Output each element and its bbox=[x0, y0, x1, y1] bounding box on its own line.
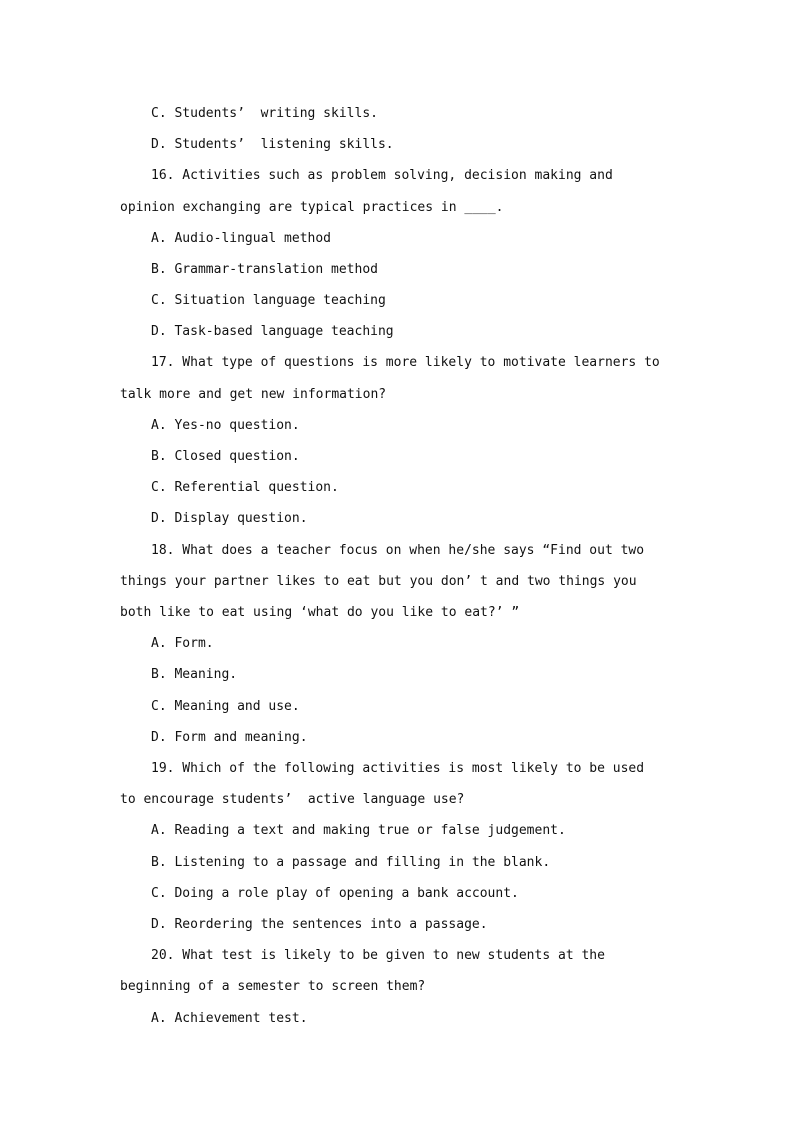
q17-option-c: C. Referential question. bbox=[151, 480, 339, 495]
q17-option-a: A. Yes-no question. bbox=[151, 418, 300, 433]
q19-option-c: C. Doing a role play of opening a bank account. bbox=[151, 886, 519, 901]
q19-stem-cont: to encourage students’ active language use? bbox=[120, 792, 465, 807]
q16-option-d: D. Task-based language teaching bbox=[151, 324, 394, 339]
q15-option-c: C. Students’ writing skills. bbox=[151, 106, 378, 121]
q16-stem: 16. Activities such as problem solving, decision making and bbox=[151, 168, 613, 183]
q16-option-c: C. Situation language teaching bbox=[151, 293, 386, 308]
q18-option-b: B. Meaning. bbox=[151, 667, 238, 682]
q17-stem-cont: talk more and get new information? bbox=[120, 387, 387, 402]
q17-option-d: D. Display question. bbox=[151, 511, 308, 526]
q20-option-a: A. Achievement test. bbox=[151, 1011, 308, 1026]
q18-stem-cont-2: both like to eat using ‘what do you like to eat?’ ” bbox=[120, 605, 520, 620]
q16-option-a: A. Audio-lingual method bbox=[151, 231, 332, 246]
q19-option-d: D. Reordering the sentences into a passage. bbox=[151, 917, 488, 932]
q18-stem: 18. What does a teacher focus on when he/she says “Find out two bbox=[151, 543, 645, 558]
q16-option-b: B. Grammar-translation method bbox=[151, 262, 378, 277]
q18-option-a: A. Form. bbox=[151, 636, 214, 651]
q20-stem: 20. What test is likely to be given to new students at the bbox=[151, 948, 605, 963]
q17-option-b: B. Closed question. bbox=[151, 449, 300, 464]
q18-option-c: C. Meaning and use. bbox=[151, 699, 300, 714]
q18-stem-cont: things your partner likes to eat but you don’ t and two things you bbox=[120, 574, 637, 589]
q20-stem-cont: beginning of a semester to screen them? bbox=[120, 979, 426, 994]
q16-stem-cont: opinion exchanging are typical practices in ____. bbox=[120, 200, 504, 215]
q19-stem: 19. Which of the following activities is most likely to be used bbox=[151, 761, 645, 776]
q18-option-d: D. Form and meaning. bbox=[151, 730, 308, 745]
q19-option-b: B. Listening to a passage and filling in the blank. bbox=[151, 855, 551, 870]
q15-option-d: D. Students’ listening skills. bbox=[151, 137, 394, 152]
q17-stem: 17. What type of questions is more likely to motivate learners to bbox=[151, 355, 660, 370]
q19-option-a: A. Reading a text and making true or false judgement. bbox=[151, 823, 566, 838]
